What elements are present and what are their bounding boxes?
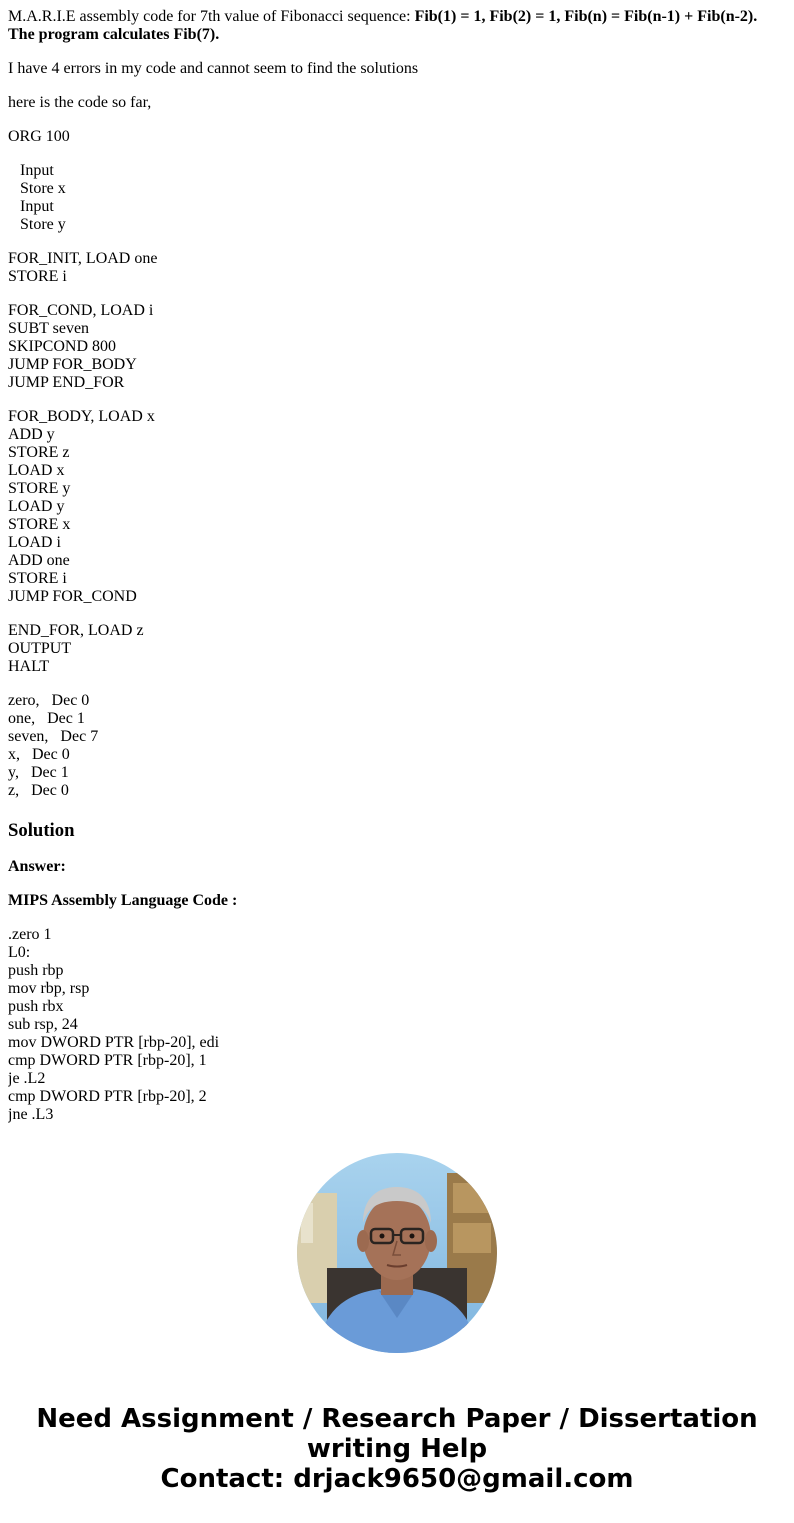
code-line: STORE x — [8, 516, 71, 533]
code-line: HALT — [8, 658, 50, 675]
code-line: sub rsp, 24 — [8, 1016, 78, 1033]
errors-text: I have 4 errors in my code and cannot seem to find the solutions — [8, 60, 419, 77]
code-line: JUMP FOR_COND — [8, 588, 137, 605]
code-line: OUTPUT — [8, 640, 72, 657]
promo-banner — [0, 1404, 794, 1494]
code-line: SUBT seven — [8, 320, 90, 337]
code-line: L0: — [8, 944, 31, 961]
question-bold: Fib(1) = 1, Fib(2) = 1, Fib(n) = Fib(n-1) + Fib(n-2). The program calculates Fib(7). — [8, 8, 758, 43]
code-line: y, Dec 1 — [8, 764, 69, 781]
code-line: Input — [20, 162, 54, 179]
code-line: je .L2 — [8, 1070, 46, 1087]
code-line: cmp DWORD PTR [rbp-20], 2 — [8, 1088, 207, 1105]
promo-line-2: writing Help — [306, 1434, 488, 1464]
code-line: LOAD i — [8, 534, 61, 551]
code-line: push rbp — [8, 962, 64, 979]
question-intro: M.A.R.I.E assembly code for 7th value of Fibonacci sequence: — [8, 8, 415, 25]
code-line: seven, Dec 7 — [8, 728, 99, 745]
variables-block — [8, 692, 786, 800]
code-line: mov DWORD PTR [rbp-20], edi — [8, 1034, 220, 1051]
code-line: z, Dec 0 — [8, 782, 69, 799]
code-line: one, Dec 1 — [8, 710, 85, 727]
answer-code-block — [8, 926, 786, 1124]
input-block — [8, 162, 786, 234]
code-line: jne .L3 — [8, 1106, 54, 1123]
for-body-block — [8, 408, 786, 606]
code-line: cmp DWORD PTR [rbp-20], 1 — [8, 1052, 207, 1069]
code-language-label: MIPS Assembly Language Code : — [8, 892, 238, 909]
promo-contact[interactable]: Contact: drjack9650@gmail.com — [160, 1464, 634, 1494]
code-line: zero, Dec 0 — [8, 692, 90, 709]
solution-heading: Solution — [8, 820, 75, 841]
code-line: FOR_COND, LOAD i — [8, 302, 154, 319]
question-title — [8, 8, 786, 44]
code-line: JUMP END_FOR — [8, 374, 125, 391]
code-line: Input — [20, 198, 54, 215]
org-line: ORG 100 — [8, 128, 70, 145]
code-line: Store y — [20, 216, 66, 233]
person-photo-icon — [297, 1153, 497, 1353]
code-line: STORE i — [8, 268, 67, 285]
for-cond-block — [8, 302, 786, 392]
code-line: ADD y — [8, 426, 55, 443]
code-line: .zero 1 — [8, 926, 52, 943]
code-line: LOAD y — [8, 498, 65, 515]
end-for-block — [8, 622, 786, 676]
code-line: JUMP FOR_BODY — [8, 356, 137, 373]
code-line: ADD one — [8, 552, 70, 569]
promo-line-1: Need Assignment / Research Paper / Dissertation — [36, 1404, 758, 1434]
for-init-block — [8, 250, 786, 286]
code-line: FOR_BODY, LOAD x — [8, 408, 155, 425]
code-line: mov rbp, rsp — [8, 980, 90, 997]
code-line: push rbx — [8, 998, 64, 1015]
code-line: Store x — [20, 180, 66, 197]
code-line: SKIPCOND 800 — [8, 338, 117, 355]
code-line: LOAD x — [8, 462, 65, 479]
code-line: END_FOR, LOAD z — [8, 622, 144, 639]
author-avatar — [297, 1153, 497, 1353]
answer-label: Answer: — [8, 858, 66, 875]
code-line: x, Dec 0 — [8, 746, 70, 763]
code-line: STORE i — [8, 570, 67, 587]
code-intro: here is the code so far, — [8, 94, 152, 111]
code-line: FOR_INIT, LOAD one — [8, 250, 158, 267]
code-line: STORE y — [8, 480, 71, 497]
code-line: STORE z — [8, 444, 70, 461]
